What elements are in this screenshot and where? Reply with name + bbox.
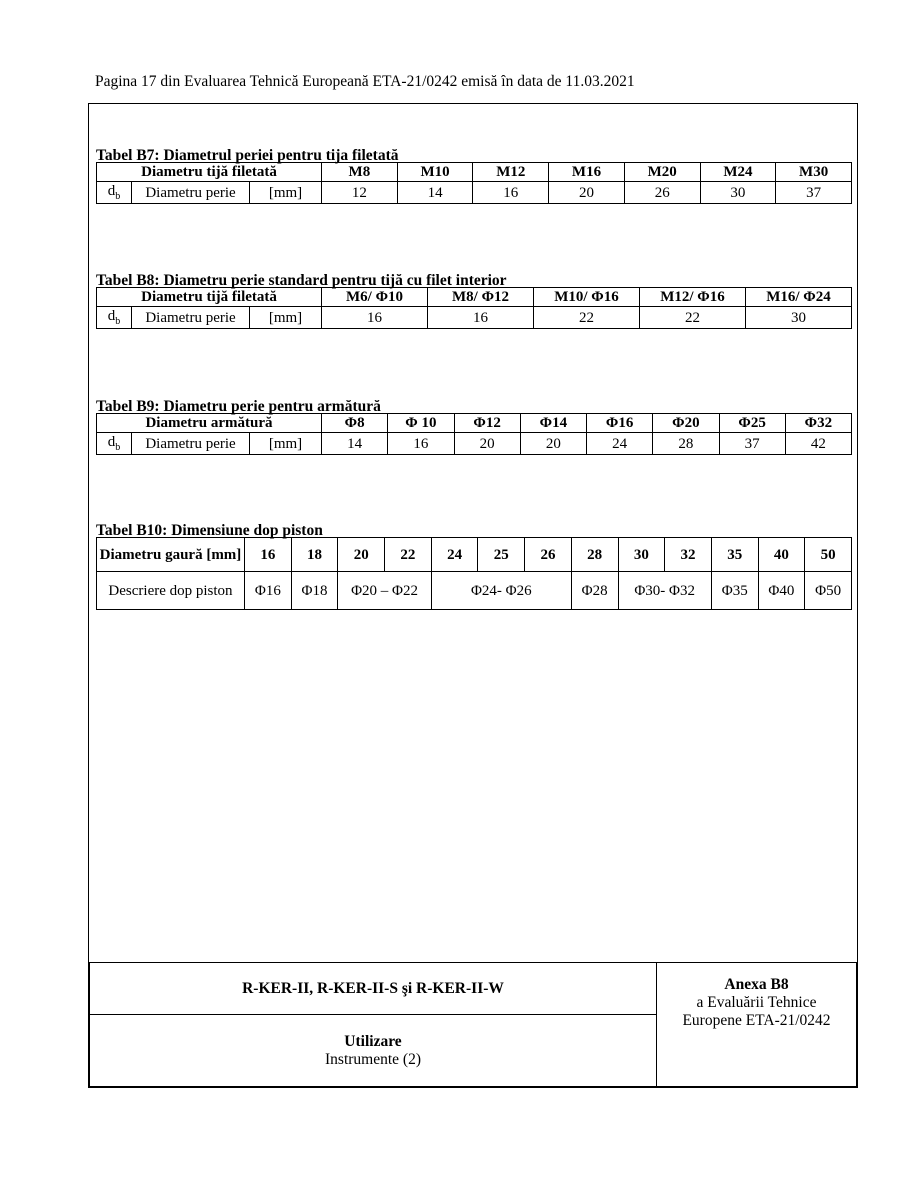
- table-row: [97, 433, 852, 455]
- b10-value: Φ18: [291, 572, 338, 610]
- b9-column-header: Φ32: [785, 414, 851, 433]
- usage-subtitle: Instrumente (2): [325, 1050, 421, 1068]
- b9-value: 16: [388, 433, 454, 455]
- b8-column-header: M16/ Φ24: [745, 288, 851, 307]
- b10-row-label: Descriere dop piston: [97, 572, 245, 610]
- b9-value: 14: [322, 433, 388, 455]
- b10-column-header: 25: [478, 538, 525, 572]
- table-b10-title: Tabel B10: Dimensiune dop piston: [96, 522, 323, 539]
- symbol-main: d: [107, 434, 116, 450]
- b8-value: 30: [745, 307, 851, 329]
- table-b7-title: Tabel B7: Diametrul periei pentru tija filetată: [96, 147, 399, 164]
- table-row: [97, 307, 852, 329]
- footer-usage: [90, 1015, 657, 1087]
- b8-row-symbol: [97, 307, 132, 329]
- footer-annex: [657, 963, 857, 1087]
- b7-row-symbol: [97, 182, 132, 204]
- b8-column-header: M8/ Φ12: [428, 288, 534, 307]
- b9-column-header: Φ25: [719, 414, 785, 433]
- b10-column-header: 32: [665, 538, 712, 572]
- table-row: [97, 414, 852, 433]
- b10-column-header: 50: [805, 538, 852, 572]
- b10-value: Φ20 – Φ22: [338, 572, 431, 610]
- b7-header-label: Diametru tijă filetată: [97, 163, 322, 182]
- b10-column-header: 30: [618, 538, 665, 572]
- b9-row-symbol: [97, 433, 132, 455]
- b9-column-header: Φ20: [653, 414, 719, 433]
- b9-column-header: Φ 10: [388, 414, 454, 433]
- table-row: [97, 288, 852, 307]
- content-border-box: [88, 103, 858, 1088]
- b10-value: Φ28: [571, 572, 618, 610]
- b8-column-header: M10/ Φ16: [534, 288, 640, 307]
- b7-column-header: M20: [624, 163, 700, 182]
- annex-subtitle: a Evaluării Tehnice Europene ETA-21/0242: [682, 994, 831, 1029]
- b8-value: 22: [639, 307, 745, 329]
- b9-column-header: Φ12: [454, 414, 520, 433]
- table-b7: [96, 162, 852, 204]
- b7-value: 37: [776, 182, 852, 204]
- b9-row-desc: Diametru perie: [132, 433, 250, 455]
- symbol-sub: b: [115, 191, 121, 202]
- b10-value: Φ30- Φ32: [618, 572, 711, 610]
- usage-title: Utilizare: [344, 1032, 402, 1050]
- b9-column-header: Φ16: [587, 414, 653, 433]
- b9-header-label: Diametru armătură: [97, 414, 322, 433]
- table-row: [97, 572, 852, 610]
- b10-column-header: 20: [338, 538, 385, 572]
- b7-value: 16: [473, 182, 549, 204]
- symbol-sub: b: [115, 316, 121, 327]
- b9-value: 37: [719, 433, 785, 455]
- b9-value: 24: [587, 433, 653, 455]
- b9-column-header: Φ14: [520, 414, 586, 433]
- b8-header-label: Diametru tijă filetată: [97, 288, 322, 307]
- b7-value: 26: [624, 182, 700, 204]
- b10-value: Φ40: [758, 572, 805, 610]
- b7-value: 14: [397, 182, 473, 204]
- b7-row-desc: Diametru perie: [132, 182, 250, 204]
- symbol-sub: b: [115, 442, 121, 453]
- table-row: [97, 182, 852, 204]
- b7-column-header: M24: [700, 163, 776, 182]
- b7-value: 20: [549, 182, 625, 204]
- b8-row-unit: [mm]: [250, 307, 322, 329]
- b10-column-header: 16: [245, 538, 292, 572]
- b7-column-header: M10: [397, 163, 473, 182]
- b7-column-header: M8: [322, 163, 398, 182]
- b10-column-header: 40: [758, 538, 805, 572]
- table-row: [97, 538, 852, 572]
- symbol-main: d: [107, 308, 116, 324]
- table-b9: [96, 413, 852, 455]
- table-row: [97, 163, 852, 182]
- b8-column-header: M12/ Φ16: [639, 288, 745, 307]
- b7-value: 30: [700, 182, 776, 204]
- b7-row-unit: [mm]: [250, 182, 322, 204]
- symbol-main: d: [107, 183, 116, 199]
- b7-column-header: M12: [473, 163, 549, 182]
- table-b9-title: Tabel B9: Diametru perie pentru armătură: [96, 398, 381, 415]
- b9-value: 28: [653, 433, 719, 455]
- b7-column-header: M16: [549, 163, 625, 182]
- b8-value: 16: [322, 307, 428, 329]
- table-row: [90, 963, 857, 1015]
- table-b8-title: Tabel B8: Diametru perie standard pentru tijă cu filet interior: [96, 272, 507, 289]
- b10-column-header: 24: [431, 538, 478, 572]
- b9-value: 42: [785, 433, 851, 455]
- b10-value: Φ24- Φ26: [431, 572, 571, 610]
- b10-value: Φ50: [805, 572, 852, 610]
- b7-column-header: M30: [776, 163, 852, 182]
- b10-header-label: Diametru gaură [mm]: [97, 538, 245, 572]
- page-header: Pagina 17 din Evaluarea Tehnică Europeană ETA-21/0242 emisă în data de 11.03.2021: [95, 73, 635, 90]
- b9-value: 20: [454, 433, 520, 455]
- b10-column-header: 22: [385, 538, 432, 572]
- footer-block: [89, 962, 857, 1087]
- b10-column-header: 28: [571, 538, 618, 572]
- b9-row-unit: [mm]: [250, 433, 322, 455]
- b10-column-header: 18: [291, 538, 338, 572]
- b10-column-header: 26: [525, 538, 572, 572]
- b10-column-header: 35: [711, 538, 758, 572]
- b8-column-header: M6/ Φ10: [322, 288, 428, 307]
- b9-column-header: Φ8: [322, 414, 388, 433]
- table-b10: [96, 537, 852, 610]
- b8-row-desc: Diametru perie: [132, 307, 250, 329]
- b10-value: Φ35: [711, 572, 758, 610]
- table-b8: [96, 287, 852, 329]
- footer-products: R-KER-II, R-KER-II-S şi R-KER-II-W: [90, 963, 657, 1015]
- b10-value: Φ16: [245, 572, 292, 610]
- b8-value: 22: [534, 307, 640, 329]
- b8-value: 16: [428, 307, 534, 329]
- b9-value: 20: [520, 433, 586, 455]
- annex-title: Anexa B8: [724, 976, 789, 993]
- b7-value: 12: [322, 182, 398, 204]
